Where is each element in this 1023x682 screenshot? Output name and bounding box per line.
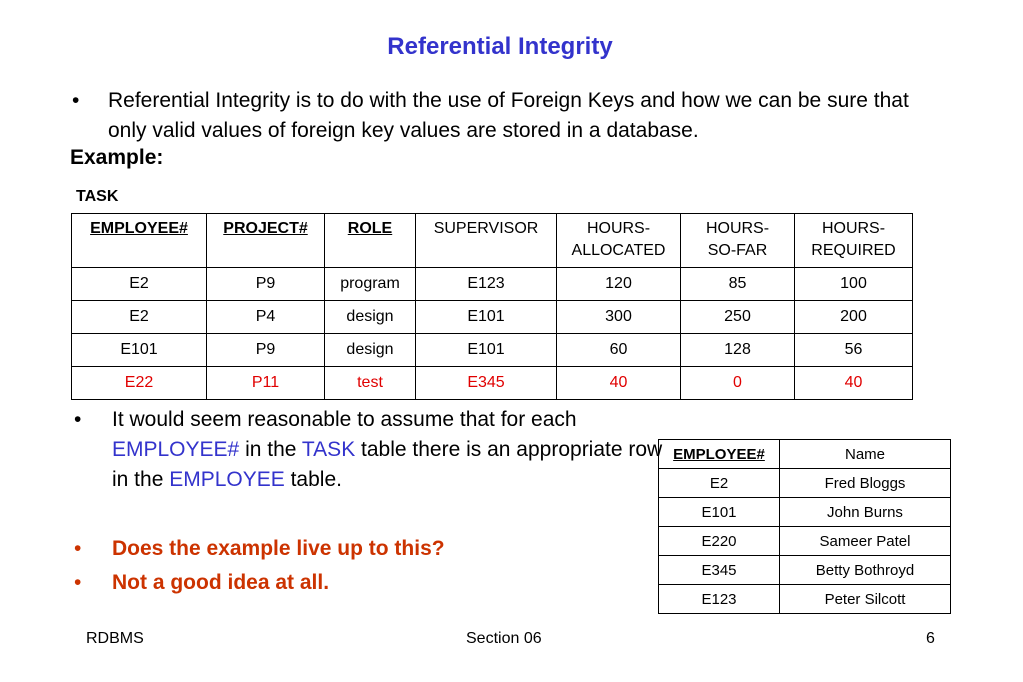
table-row: [659, 585, 951, 614]
cell-supervisor: E345: [416, 367, 557, 400]
footer-page-number: 6: [926, 630, 935, 647]
invalid-table-row: [72, 367, 913, 400]
header-project-no: PROJECT#: [207, 214, 325, 268]
cell-name: Fred Bloggs: [780, 469, 951, 498]
cell-role: design: [325, 334, 416, 367]
table-row: [659, 527, 951, 556]
example-label: Example:: [70, 146, 164, 169]
cell-hours-allocated: 60: [557, 334, 681, 367]
cell-supervisor: E123: [416, 268, 557, 301]
cell-employee-no: E2: [72, 301, 207, 334]
cell-supervisor: E101: [416, 301, 557, 334]
cell-employee-no: E2: [72, 268, 207, 301]
header-employee-no: EMPLOYEE#: [72, 214, 207, 268]
cell-role: test: [325, 367, 416, 400]
cell-employee-no: E2: [659, 469, 780, 498]
cell-hours-so-far: 128: [681, 334, 795, 367]
highlight-task: TASK: [301, 438, 356, 461]
table-row: [659, 498, 951, 527]
cell-name: John Burns: [780, 498, 951, 527]
cell-name: Peter Silcott: [780, 585, 951, 614]
table-row: [72, 301, 913, 334]
intro-text: Referential Integrity is to do with the use of Foreign Keys and how we can be sure that only valid values of foreign key values are stored in a database.: [108, 89, 909, 142]
task-table-caption: TASK: [76, 188, 119, 205]
cell-hours-so-far: 0: [681, 367, 795, 400]
bullet-marker: •: [74, 537, 82, 560]
cell-hours-required: 100: [795, 268, 913, 301]
text-run: table.: [284, 468, 342, 491]
cell-project-no: P4: [207, 301, 325, 334]
cell-hours-so-far: 85: [681, 268, 795, 301]
text-run: table there is an appropriate row in the: [112, 438, 663, 491]
header-employee-no: EMPLOYEE#: [659, 440, 780, 469]
cell-hours-allocated: 40: [557, 367, 681, 400]
header-hours-required: HOURS- REQUIRED: [795, 214, 913, 268]
highlight-employee-no: EMPLOYEE#: [112, 438, 240, 461]
assumption-bullet: [74, 405, 664, 495]
cell-role: program: [325, 268, 416, 301]
slide-title: Referential Integrity: [387, 33, 613, 60]
cell-employee-no: E220: [659, 527, 780, 556]
cell-hours-so-far: 250: [681, 301, 795, 334]
footer-left: RDBMS: [86, 630, 144, 647]
cell-project-no: P9: [207, 268, 325, 301]
bullet-marker: •: [74, 408, 82, 431]
bullet-marker: •: [74, 571, 82, 594]
table-row: [72, 334, 913, 367]
cell-supervisor: E101: [416, 334, 557, 367]
highlight-employee: EMPLOYEE: [169, 468, 285, 491]
cell-employee-no: E101: [659, 498, 780, 527]
cell-hours-allocated: 300: [557, 301, 681, 334]
cell-employee-no: E345: [659, 556, 780, 585]
cell-hours-required: 40: [795, 367, 913, 400]
cell-hours-required: 56: [795, 334, 913, 367]
cell-name: Betty Bothroyd: [780, 556, 951, 585]
cell-project-no: P11: [207, 367, 325, 400]
header-role: ROLE: [325, 214, 416, 268]
table-row: [659, 469, 951, 498]
bullet-marker: •: [72, 89, 80, 112]
cell-role: design: [325, 301, 416, 334]
employee-header-row: [659, 440, 951, 469]
cell-project-no: P9: [207, 334, 325, 367]
footer-center: Section 06: [466, 630, 542, 647]
intro-bullet: [72, 86, 942, 146]
text-run: in the: [239, 438, 302, 461]
cell-hours-allocated: 120: [557, 268, 681, 301]
header-name: Name: [780, 440, 951, 469]
text-run: It would seem reasonable to assume that for each: [112, 408, 577, 431]
employee-table: [658, 439, 951, 614]
cell-employee-no: E101: [72, 334, 207, 367]
conclusion-list: [74, 532, 445, 600]
cell-hours-required: 200: [795, 301, 913, 334]
conclusion-item: [74, 566, 445, 600]
table-row: [72, 268, 913, 301]
conclusion-text: Not a good idea at all.: [112, 571, 330, 594]
cell-employee-no: E123: [659, 585, 780, 614]
assumption-text: [112, 405, 664, 495]
conclusion-item: [74, 532, 445, 566]
header-hours-so-far: HOURS- SO-FAR: [681, 214, 795, 268]
cell-employee-no: E22: [72, 367, 207, 400]
table-row: [659, 556, 951, 585]
task-header-row: [72, 214, 913, 268]
header-hours-allocated: HOURS- ALLOCATED: [557, 214, 681, 268]
task-table: [71, 213, 913, 400]
cell-name: Sameer Patel: [780, 527, 951, 556]
header-supervisor: SUPERVISOR: [416, 214, 557, 268]
conclusion-text: Does the example live up to this?: [112, 537, 445, 560]
